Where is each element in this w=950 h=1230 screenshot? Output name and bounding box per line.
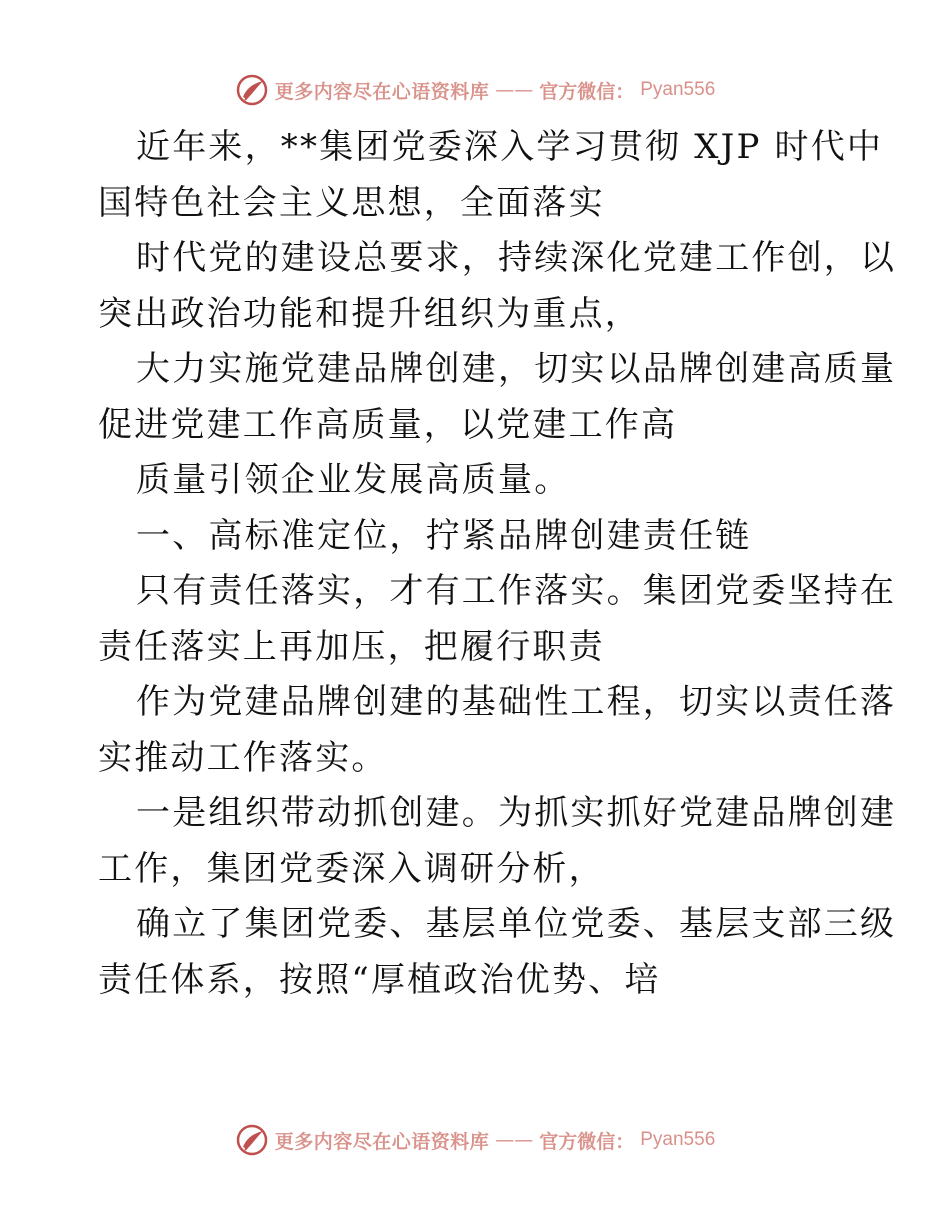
paragraph	[98, 231, 897, 342]
paragraph-line: 一是组织带动抓创建。为抓实抓好党建品牌创建	[136, 793, 897, 833]
banner-contact-id: Pyan556	[640, 1129, 716, 1150]
header-banner	[0, 70, 950, 110]
paragraph-line: 责任落实上再加压，把履行职责	[98, 626, 605, 667]
paragraph-line: 国特色社会主义思想，全面落实	[98, 182, 605, 223]
paragraph-line: 时代党的建设总要求，持续深化党建工作创，以	[136, 238, 897, 278]
banner-separator: ——	[495, 79, 534, 101]
banner-contact-id: Pyan556	[640, 79, 716, 100]
banner-contact-label: 官方微信：	[539, 1130, 635, 1153]
paragraph	[98, 897, 897, 1008]
paragraph-line: 作为党建品牌创建的基础性工程，切实以责任落	[136, 682, 897, 722]
paragraph-line: 工作，集团党委深入调研分析，	[98, 848, 605, 889]
paragraph	[98, 342, 897, 453]
paragraph-line: 近年来，**集团党委深入学习贯彻 XJP 时代中	[136, 127, 884, 167]
paragraph-line: 大力实施党建品牌创建，切实以品牌创建高质量	[136, 349, 897, 389]
section-heading	[98, 509, 858, 565]
paragraph-line: 促进党建工作高质量，以党建工作高	[98, 404, 678, 445]
paragraph-line: 实推动工作落实。	[98, 737, 388, 778]
paragraph	[98, 786, 897, 897]
paragraph-line: 责任体系，按照“厚植政治优势、培	[98, 959, 661, 1000]
paragraph-line: 突出政治功能和提升组织为重点，	[98, 293, 641, 334]
footer-banner	[0, 1120, 950, 1160]
heading-text: 一、高标准定位，拧紧品牌创建责任链	[136, 515, 752, 556]
banner-text: 更多内容尽在心语资料库	[274, 1130, 490, 1153]
logo-icon	[235, 73, 269, 107]
logo-icon	[235, 1123, 269, 1157]
paragraph	[98, 564, 897, 675]
paragraph	[98, 120, 884, 231]
document-body	[98, 120, 897, 1008]
banner-text: 更多内容尽在心语资料库	[274, 80, 490, 103]
banner-separator: ——	[495, 1129, 534, 1151]
banner-contact-label: 官方微信：	[539, 80, 635, 103]
paragraph	[98, 675, 897, 786]
paragraph-line: 质量引领企业发展高质量。	[136, 460, 571, 500]
paragraph-line: 只有责任落实，才有工作落实。集团党委坚持在	[136, 571, 897, 611]
paragraph	[98, 453, 858, 509]
paragraph-line: 确立了集团党委、基层单位党委、基层支部三级	[136, 904, 897, 944]
